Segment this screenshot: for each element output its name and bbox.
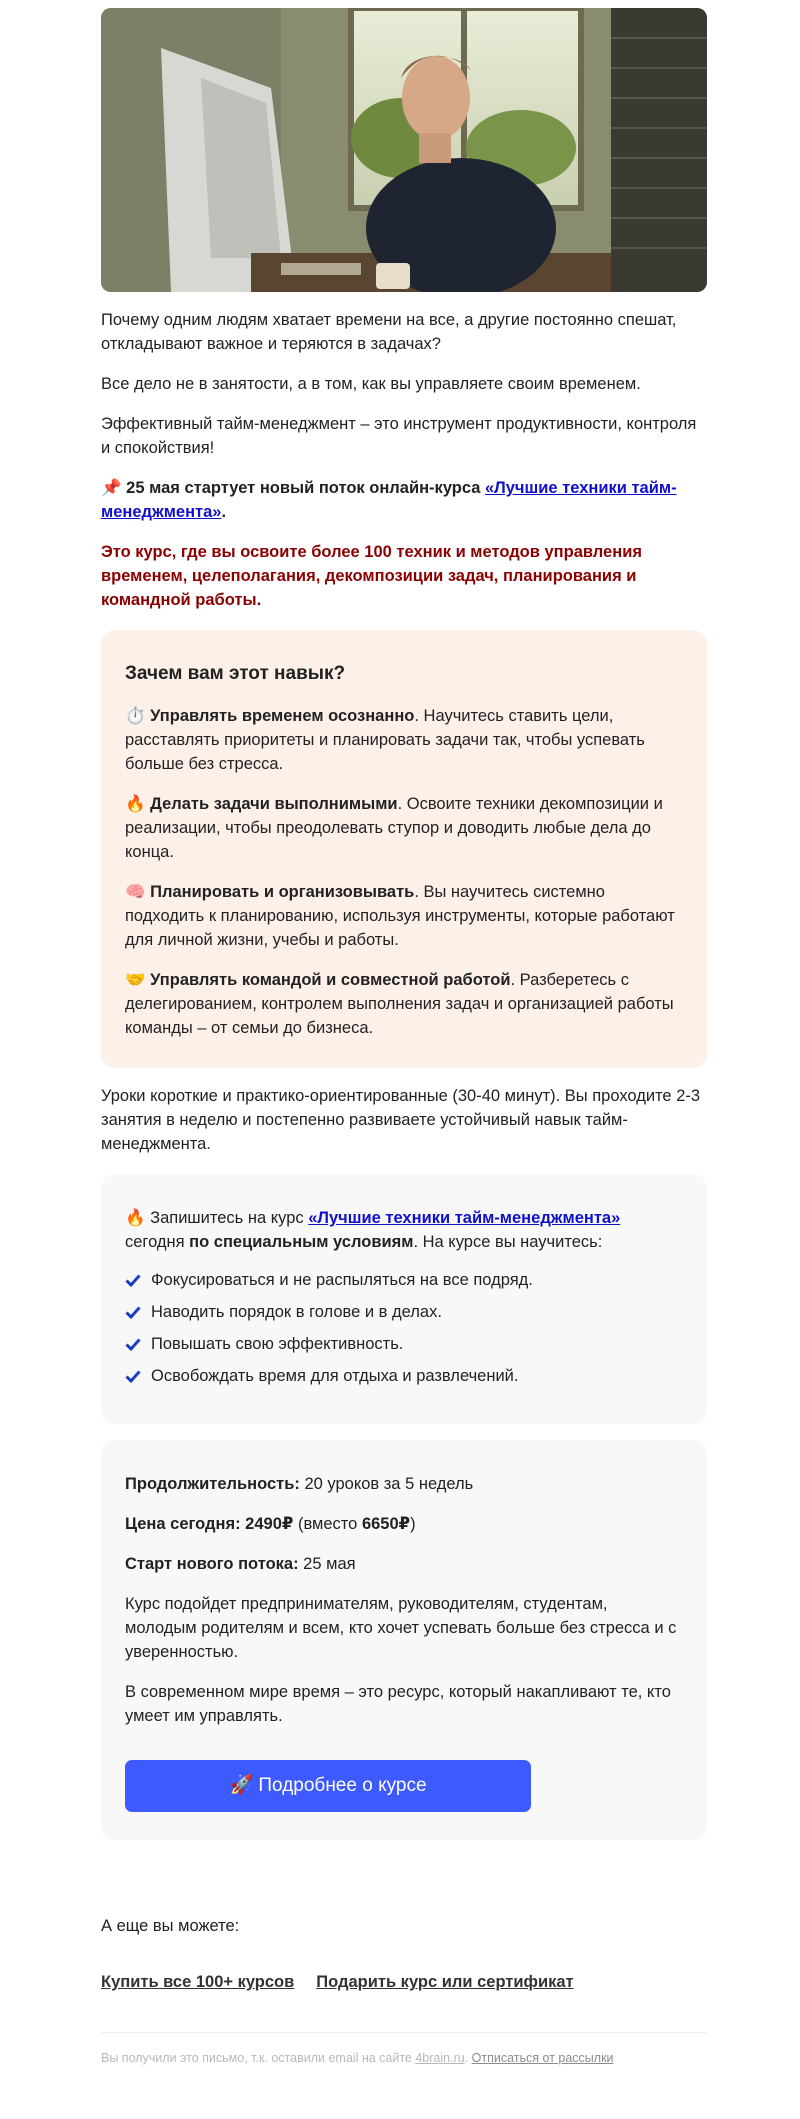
why-item bbox=[125, 968, 683, 1040]
footer-divider bbox=[101, 2032, 707, 2033]
price-end: ) bbox=[410, 1515, 416, 1533]
price-old: 6650₽ bbox=[361, 1515, 411, 1533]
start-value: 25 мая bbox=[298, 1555, 356, 1573]
list-item bbox=[125, 1268, 683, 1292]
signup-card bbox=[101, 1174, 707, 1424]
more-links bbox=[101, 1970, 707, 1994]
benefit-text: Наводить порядок в голове и в делах. bbox=[151, 1303, 442, 1321]
why-item-bold: Управлять временем осознанно bbox=[150, 707, 415, 725]
stopwatch-icon: ⏱️ bbox=[125, 707, 146, 725]
start-row bbox=[125, 1552, 683, 1576]
signup-pre: Запишитесь на курс bbox=[145, 1209, 309, 1227]
why-item-text: . Освоите техники декомпозиции и реализации, чтобы преодолевать ступор и доводить любые дела до конца. bbox=[125, 795, 663, 861]
intro-paragraph-1: Почему одним людям хватает времени на все, а другие постоянно спешат, откладывают важное и теряются в задачах? bbox=[101, 311, 677, 353]
signup-bold: по специальным условиям bbox=[189, 1233, 414, 1251]
course-details-card bbox=[101, 1440, 707, 1840]
benefit-text: Повышать свою эффективность. bbox=[151, 1335, 404, 1353]
list-item bbox=[125, 1364, 683, 1388]
footer-sep: . bbox=[464, 2051, 472, 2065]
price-mid: (вместо bbox=[293, 1515, 362, 1533]
why-item bbox=[125, 792, 683, 864]
price-row bbox=[125, 1512, 683, 1536]
benefit-text: Освобождать время для отдыха и развлечений. bbox=[151, 1367, 519, 1385]
checkmark-icon bbox=[125, 1304, 141, 1320]
audience-paragraph: Курс подойдет предпринимателям, руководителям, студентам, молодым родителям и всем, кто хочет успевать больше без стресса и с уверенностью. bbox=[125, 1595, 677, 1661]
list-item bbox=[125, 1300, 683, 1324]
office-man-computer-image bbox=[101, 8, 707, 292]
handshake-icon: 🤝 bbox=[125, 971, 146, 989]
why-item-bold: Делать задачи выполнимыми bbox=[150, 795, 398, 813]
intro-paragraph-3: Эффективный тайм-менеджмент – это инструмент продуктивности, контроля и спокойствия! bbox=[101, 415, 697, 457]
list-item bbox=[125, 1332, 683, 1356]
footer-text bbox=[101, 2049, 707, 2067]
pushpin-icon: 📌 bbox=[101, 479, 122, 497]
intro-paragraph-2: Все дело не в занятости, а в том, как вы управляете своим временем. bbox=[101, 375, 641, 393]
signup-text bbox=[125, 1206, 683, 1254]
footer-note: Вы получили это письмо, т.к. оставили email на сайте bbox=[101, 2051, 416, 2065]
signup-course-link[interactable]: «Лучшие техники тайм-менеджмента» bbox=[308, 1209, 621, 1227]
site-link[interactable]: 4brain.ru bbox=[415, 2051, 465, 2065]
signup-post: . На курсе вы научитесь: bbox=[413, 1233, 603, 1251]
email-body bbox=[101, 0, 707, 2067]
checkmark-icon bbox=[125, 1336, 141, 1352]
checkmark-icon bbox=[125, 1272, 141, 1288]
fire-icon: 🔥 bbox=[125, 795, 146, 813]
quote-paragraph: В современном мире время – это ресурс, который накапливают те, кто умеет им управлять. bbox=[125, 1683, 671, 1725]
why-item-text: . Разберетесь с делегированием, контролем выполнения задач и организацией работы команды – от семьи до бизнеса. bbox=[125, 971, 674, 1037]
duration-value: 20 уроков за 5 недель bbox=[299, 1475, 474, 1493]
announcement-end: . bbox=[221, 503, 227, 521]
why-item bbox=[125, 880, 683, 952]
benefit-text: Фокусироваться и не распыляться на все подряд. bbox=[151, 1271, 533, 1289]
why-item-bold: Планировать и организовывать bbox=[150, 883, 415, 901]
signup-mid: сегодня bbox=[125, 1233, 190, 1251]
why-skill-card bbox=[101, 630, 707, 1068]
duration-label: Продолжительность: bbox=[125, 1475, 300, 1493]
why-item-text: . Вы научитесь системно подходить к планированию, используя инструменты, которые работают для личной жизни, учебы и работы. bbox=[125, 883, 675, 949]
why-item-bold: Управлять командой и совместной работой bbox=[150, 971, 511, 989]
announcement-text: 25 мая стартует новый поток онлайн-курса bbox=[126, 479, 485, 497]
checkmark-icon bbox=[125, 1368, 141, 1384]
why-item bbox=[125, 704, 683, 776]
course-details-button[interactable]: 🚀 Подробнее о курсе bbox=[125, 1760, 531, 1812]
unsubscribe-link[interactable]: Отписаться от рассылки bbox=[471, 2051, 614, 2065]
lessons-paragraph: Уроки короткие и практико-ориентированные (30-40 минут). Вы проходите 2-3 занятия в неделю и постепенно развиваете устойчивый навык тайм-менеджмента. bbox=[101, 1087, 701, 1153]
start-label: Старт нового потока: bbox=[125, 1555, 299, 1573]
more-title: А еще вы можете: bbox=[101, 1917, 240, 1935]
buy-all-courses-link[interactable]: Купить все 100+ курсов bbox=[101, 1973, 295, 1991]
brain-icon: 🧠 bbox=[125, 883, 146, 901]
course-announcement bbox=[101, 476, 707, 524]
course-link[interactable]: «Лучшие техники тайм-менеджмента» bbox=[101, 479, 677, 521]
why-item-text: . Научитесь ставить цели, расставлять приоритеты и планировать задачи так, чтобы успевать больше без стресса. bbox=[125, 707, 645, 773]
course-highlight: Это курс, где вы освоите более 100 техник и методов управления временем, целеполагания, декомпозиции задач, планирования и командной работы. bbox=[101, 543, 642, 609]
benefits-list bbox=[125, 1268, 683, 1388]
duration-row bbox=[125, 1472, 683, 1496]
gift-course-link[interactable]: Подарить курс или сертификат bbox=[316, 1973, 574, 1991]
price-label: Цена сегодня: 2490₽ bbox=[125, 1515, 294, 1533]
why-skill-title: Зачем вам этот навык? bbox=[125, 663, 346, 684]
fire-icon: 🔥 bbox=[125, 1209, 146, 1227]
